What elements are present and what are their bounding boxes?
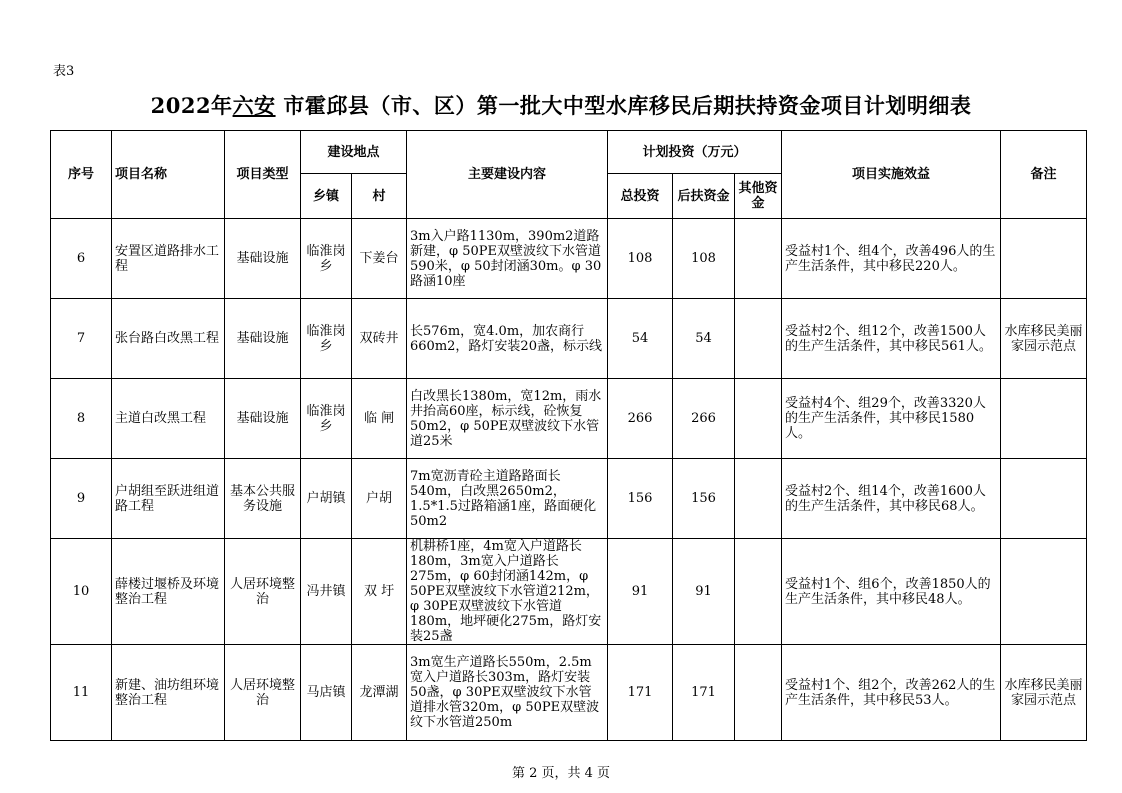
cell-village: 龙潭湖 [352,645,407,741]
table-number: 表3 [53,64,75,79]
title-suffix: 市霍邱县（市、区）第一批大中型水库移民后期扶持资金项目计划明细表 [275,93,972,118]
cell-other [735,539,782,645]
cell-content: 长576m，宽4.0m，加农商行660m2，路灯安装20盏，标示线 [407,299,608,379]
cell-type: 基本公共服务设施 [225,459,301,539]
cell-total: 91 [608,539,673,645]
cell-remark [1001,459,1087,539]
cell-seq: 8 [51,379,112,459]
header-location: 建设地点 [301,131,407,174]
table-row [51,459,1087,539]
cell-village: 临 闸 [352,379,407,459]
cell-benefit: 受益村2个、组12个，改善1500人的生产生活条件，其中移民561人。 [782,299,1001,379]
cell-town: 户胡镇 [301,459,352,539]
header-support: 后扶资金 [673,174,735,219]
cell-remark: 水库移民美丽家园示范点 [1001,299,1087,379]
title-prefix: 2022年 [150,93,233,118]
project-plan-table [50,130,1087,741]
cell-support: 266 [673,379,735,459]
cell-other [735,219,782,299]
cell-support: 54 [673,299,735,379]
cell-other [735,645,782,741]
cell-content: 白改黑长1380m，宽12m，雨水井抬高60座，标示线，砼恢复50m2，φ 50PE双壁波纹下水管道25米 [407,379,608,459]
table-row [51,379,1087,459]
cell-type: 人居环境整治 [225,539,301,645]
header-benefit: 项目实施效益 [782,131,1001,219]
header-town: 乡镇 [301,174,352,219]
header-remark: 备注 [1001,131,1087,219]
cell-seq: 9 [51,459,112,539]
table-row [51,645,1087,741]
cell-remark [1001,379,1087,459]
cell-content: 3m宽生产道路长550m，2.5m宽入户道路长303m，路灯安装50盏，φ 30PE双壁波纹下水管道排水管320m，φ 50PE双壁波纹下水管道250m [407,645,608,741]
cell-support: 91 [673,539,735,645]
header-village: 村 [352,174,407,219]
cell-remark [1001,219,1087,299]
cell-content: 7m宽沥青砼主道路路面长540m，白改黑2650m2，1.5*1.5过路箱涵1座，路面硬化50m2 [407,459,608,539]
header-seq: 序号 [51,131,112,219]
cell-total: 156 [608,459,673,539]
cell-village: 下姜台 [352,219,407,299]
cell-total: 266 [608,379,673,459]
cell-seq: 11 [51,645,112,741]
cell-other [735,299,782,379]
cell-total: 54 [608,299,673,379]
cell-town: 冯井镇 [301,539,352,645]
cell-benefit: 受益村1个、组2个，改善262人的生产生活条件，其中移民53人。 [782,645,1001,741]
cell-content: 3m入户路1130m，390m2道路新建，φ 50PE双壁波纹下水管道590米，φ 50封闭涵30m。φ 30路涵10座 [407,219,608,299]
cell-name: 薛楼过堰桥及环境整治工程 [112,539,225,645]
cell-benefit: 受益村2个、组14个，改善1600人的生产生活条件，其中移民68人。 [782,459,1001,539]
cell-town: 临淮岗乡 [301,299,352,379]
header-type: 项目类型 [225,131,301,219]
header-name: 项目名称 [112,131,225,219]
cell-town: 临淮岗乡 [301,219,352,299]
cell-type: 基础设施 [225,219,301,299]
cell-seq: 10 [51,539,112,645]
cell-other [735,379,782,459]
cell-type: 基础设施 [225,299,301,379]
header-other: 其他资金 [735,174,782,219]
cell-type: 基础设施 [225,379,301,459]
cell-seq: 7 [51,299,112,379]
cell-total: 171 [608,645,673,741]
cell-content: 机耕桥1座，4m宽入户道路长180m，3m宽入户道路长275m，φ 60封闭涵142m，φ 50PE双壁波纹下水管道212m，φ 30PE双壁波纹下水管道180m，地坪硬化275m，路灯安装25盏 [407,539,608,645]
cell-support: 108 [673,219,735,299]
table-row [51,299,1087,379]
cell-village: 户胡 [352,459,407,539]
cell-remark [1001,539,1087,645]
header-investment: 计划投资（万元） [608,131,782,174]
header-total: 总投资 [608,174,673,219]
page-title [0,90,1122,120]
cell-name: 张台路白改黑工程 [112,299,225,379]
cell-name: 户胡组至跃进组道路工程 [112,459,225,539]
cell-name: 主道白改黑工程 [112,379,225,459]
cell-other [735,459,782,539]
cell-town: 临淮岗乡 [301,379,352,459]
table-row [51,539,1087,645]
cell-name: 新建、油坊组环境整治工程 [112,645,225,741]
cell-name: 安置区道路排水工程 [112,219,225,299]
cell-benefit: 受益村1个、组6个，改善1850人的生产生活条件，其中移民48人。 [782,539,1001,645]
header-content: 主要建设内容 [407,131,608,219]
cell-support: 171 [673,645,735,741]
cell-benefit: 受益村1个、组4个，改善496人的生产生活条件，其中移民220人。 [782,219,1001,299]
cell-village: 双砖井 [352,299,407,379]
cell-total: 108 [608,219,673,299]
table-row [51,219,1087,299]
cell-remark: 水库移民美丽家园示范点 [1001,645,1087,741]
cell-town: 马店镇 [301,645,352,741]
cell-support: 156 [673,459,735,539]
cell-type: 人居环境整治 [225,645,301,741]
cell-village: 双 圩 [352,539,407,645]
cell-seq: 6 [51,219,112,299]
title-city: 六安 [232,93,276,118]
page-footer: 第 2 页，共 4 页 [511,766,611,781]
cell-benefit: 受益村4个、组29个，改善3320人的生产生活条件，其中移民1580人。 [782,379,1001,459]
